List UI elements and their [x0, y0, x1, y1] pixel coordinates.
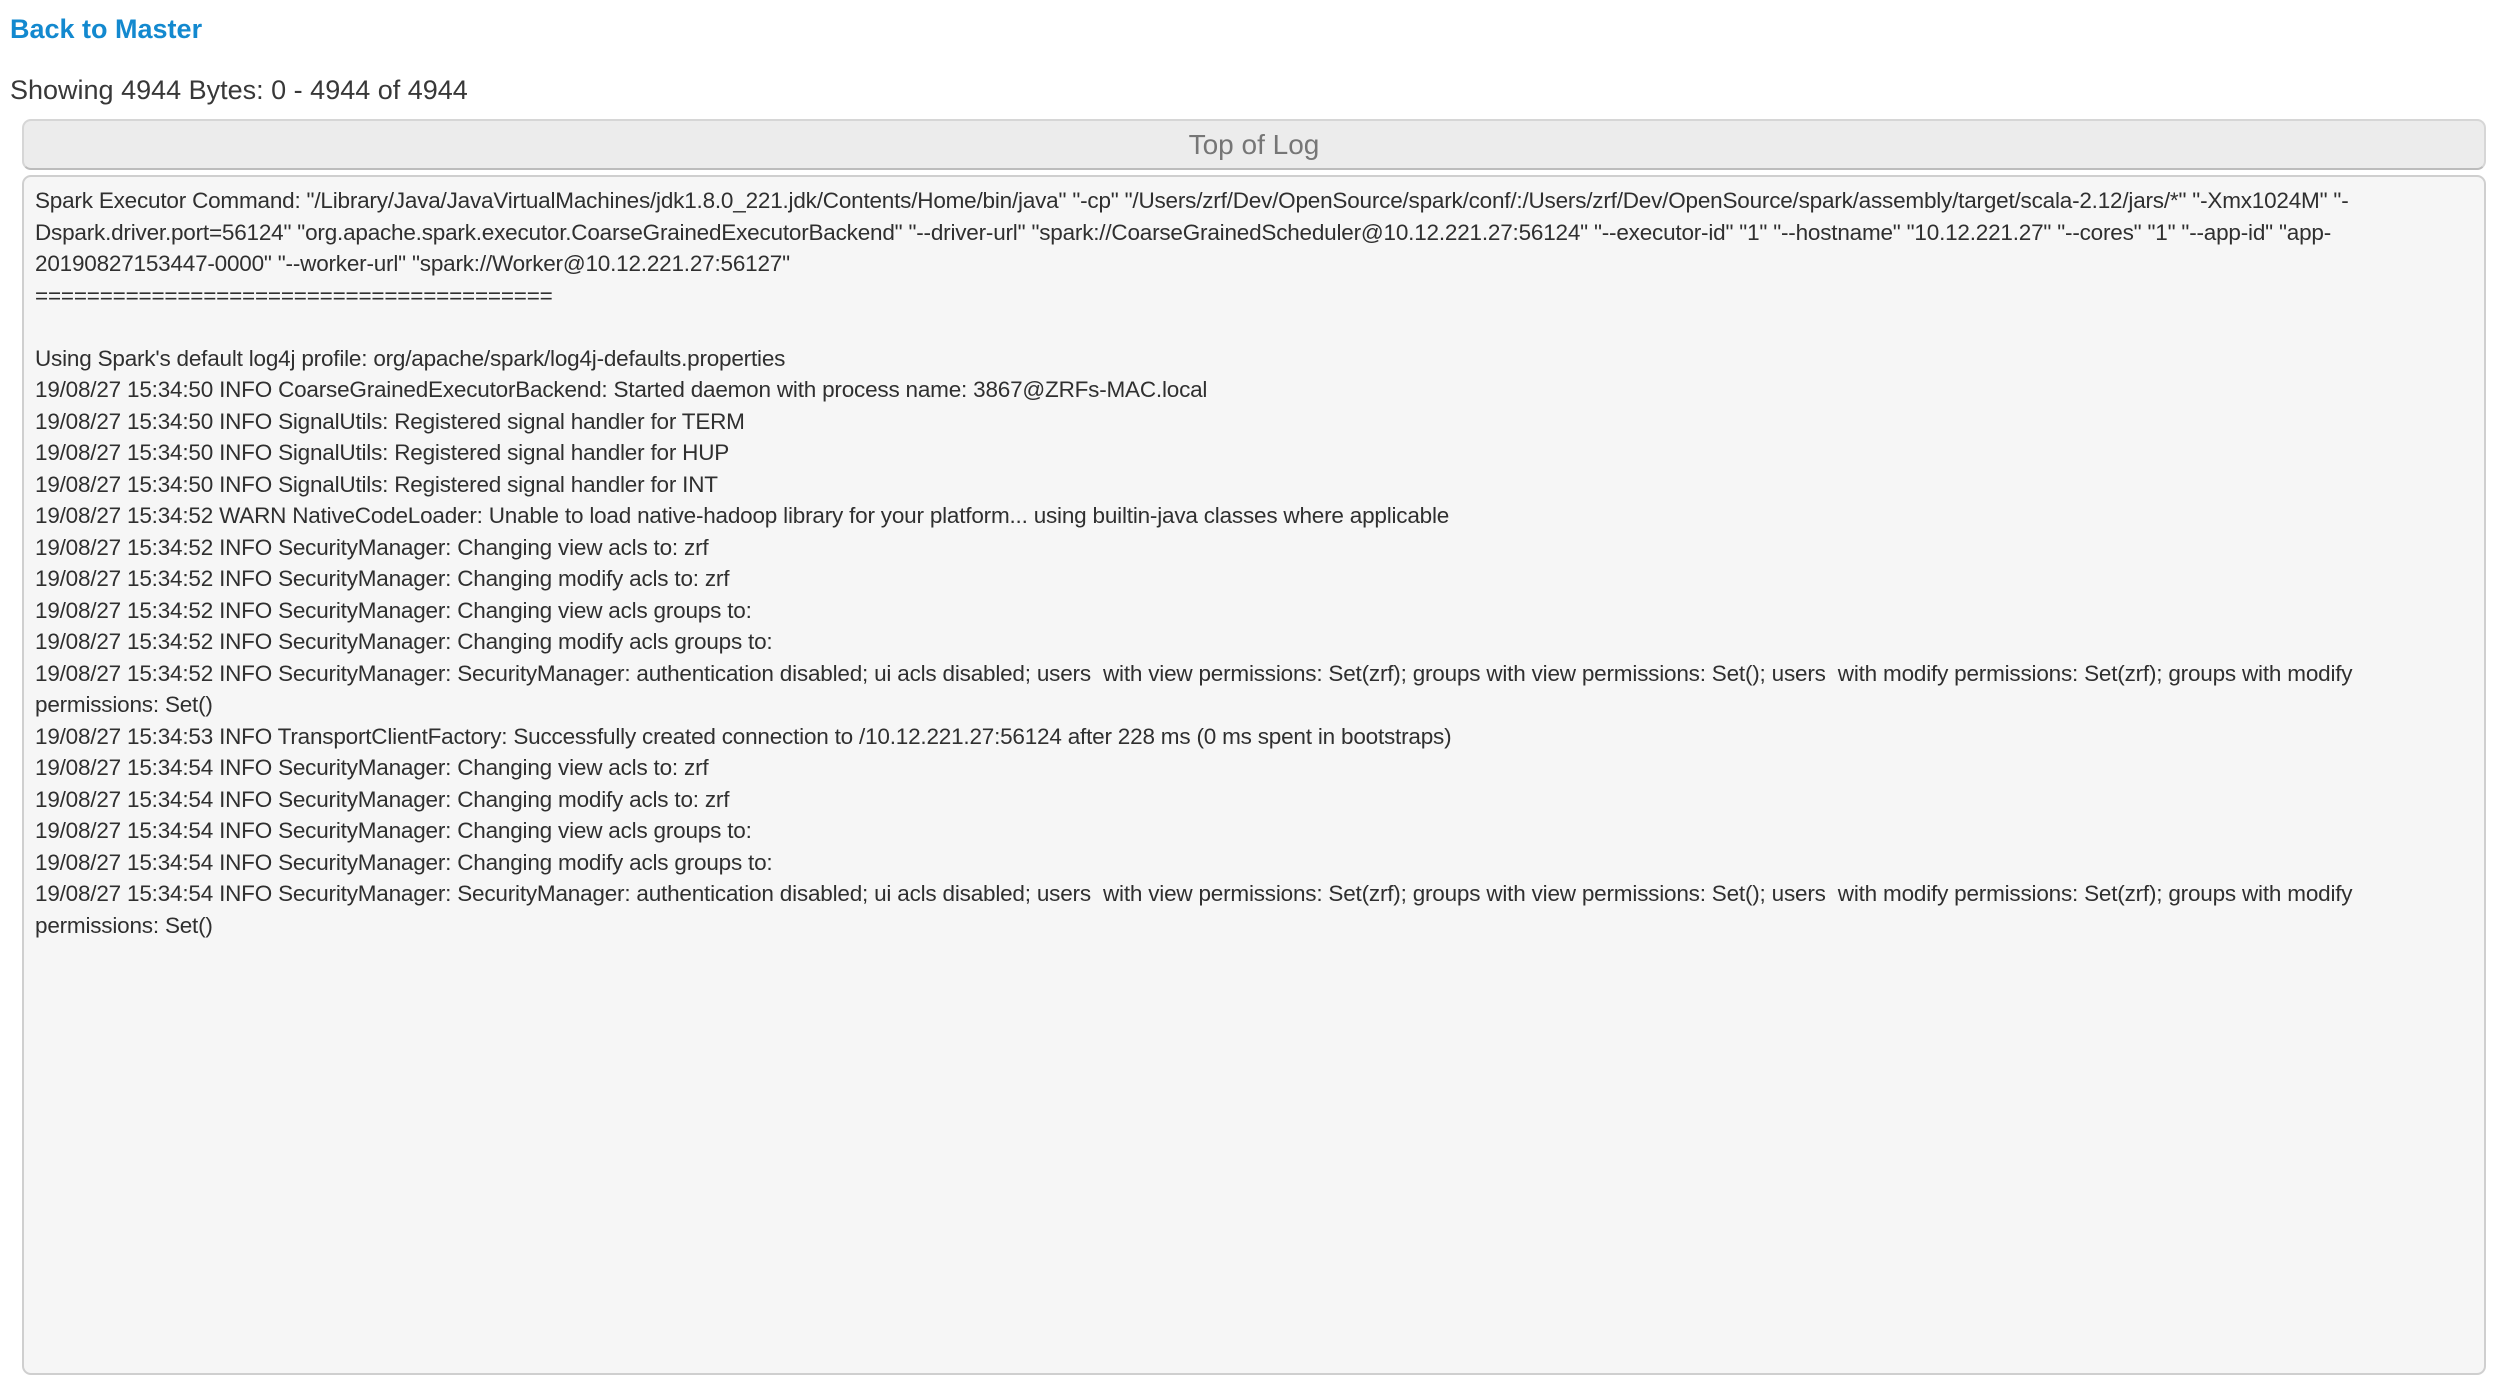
log-line: 19/08/27 15:34:50 INFO SignalUtils: Registered signal handler for INT: [35, 471, 718, 497]
log-line: 19/08/27 15:34:53 INFO TransportClientFactory: Successfully created connection to /10.12.221.27:56124 after 228 ms (0 ms spent in bootstraps): [35, 723, 1452, 749]
log-line: 19/08/27 15:34:52 INFO SecurityManager: Changing modify acls groups to:: [35, 629, 773, 654]
log-scroll-container[interactable]: [22, 175, 2486, 1375]
back-to-master-link[interactable]: Back to Master: [10, 14, 203, 44]
log-line: 19/08/27 15:34:54 INFO SecurityManager: Changing view acls groups to:: [35, 818, 752, 843]
log-line: 19/08/27 15:34:54 INFO SecurityManager: Changing modify acls to: zrf: [35, 786, 730, 812]
log-text: [35, 185, 2473, 941]
log-line: 19/08/27 15:34:52 INFO SecurityManager: SecurityManager: authentication disabled; ui acls disabled; users with view permissions: Set(zrf); groups with view permissions: Set(); users with modify permissions: Set(zrf); groups with modify permissions: Set(): [35, 660, 2359, 717]
log-line: 19/08/27 15:34:54 INFO SecurityManager: SecurityManager: authentication disabled; ui acls disabled; users with view permissions: Set(zrf); groups with view permissions: Set(); users with modify permissions: Set(zrf); groups with modify permissions: Set(): [35, 881, 2359, 938]
log-line: 19/08/27 15:34:52 INFO SecurityManager: Changing view acls to: zrf: [35, 534, 709, 560]
log-line: Spark Executor Command: "/Library/Java/JavaVirtualMachines/jdk1.8.0_221.jdk/Contents/Home/bin/java" "-cp" "/Users/zrf/Dev/OpenSource/spark/conf/:/Users/zrf/Dev/OpenSource/spark/assembly/target/scala-2.12/jars/*" "-Xmx1024M" "-Dspark.driver.port=56124" "org.apache.spark.executor.CoarseGrainedExecutorBackend" "--driver-url" "spark://CoarseGrainedScheduler@10.12.221.27:56124" "--executor-id" "1" "--hostname" "10.12.221.27" "--cores" "1" "--app-id" "app-20190827153447-0000" "--worker-url" "spark://Worker@10.12.221.27:56127": [35, 188, 2349, 276]
top-of-log-button[interactable]: Top of Log: [22, 119, 2486, 170]
log-line: [35, 311, 2473, 343]
log-line: 19/08/27 15:34:52 INFO SecurityManager: Changing modify acls to: zrf: [35, 566, 730, 591]
byte-range-text: Showing 4944 Bytes: 0 - 4944 of 4944: [10, 75, 468, 105]
log-line: 19/08/27 15:34:50 INFO SignalUtils: Registered signal handler for TERM: [35, 408, 745, 434]
log-line: 19/08/27 15:34:54 INFO SecurityManager: Changing view acls to: zrf: [35, 755, 709, 780]
log-line: Using Spark's default log4j profile: org/apache/spark/log4j-defaults.properties: [35, 345, 786, 371]
log-line: 19/08/27 15:34:50 INFO CoarseGrainedExecutorBackend: Started daemon with process name: 3867@ZRFs-MAC.local: [35, 377, 1208, 402]
log-line: ========================================: [35, 282, 553, 308]
log-line: 19/08/27 15:34:50 INFO SignalUtils: Registered signal handler for HUP: [35, 440, 730, 465]
log-line: 19/08/27 15:34:52 WARN NativeCodeLoader: Unable to load native-hadoop library for your platform... using builtin-java classes where applicable: [35, 503, 1450, 528]
back-link-row: [10, 12, 2500, 51]
log-line: 19/08/27 15:34:54 INFO SecurityManager: Changing modify acls groups to:: [35, 849, 773, 875]
log-line: 19/08/27 15:34:52 INFO SecurityManager: Changing view acls groups to:: [35, 597, 752, 623]
spark-worker-log-page: [0, 12, 2510, 1375]
